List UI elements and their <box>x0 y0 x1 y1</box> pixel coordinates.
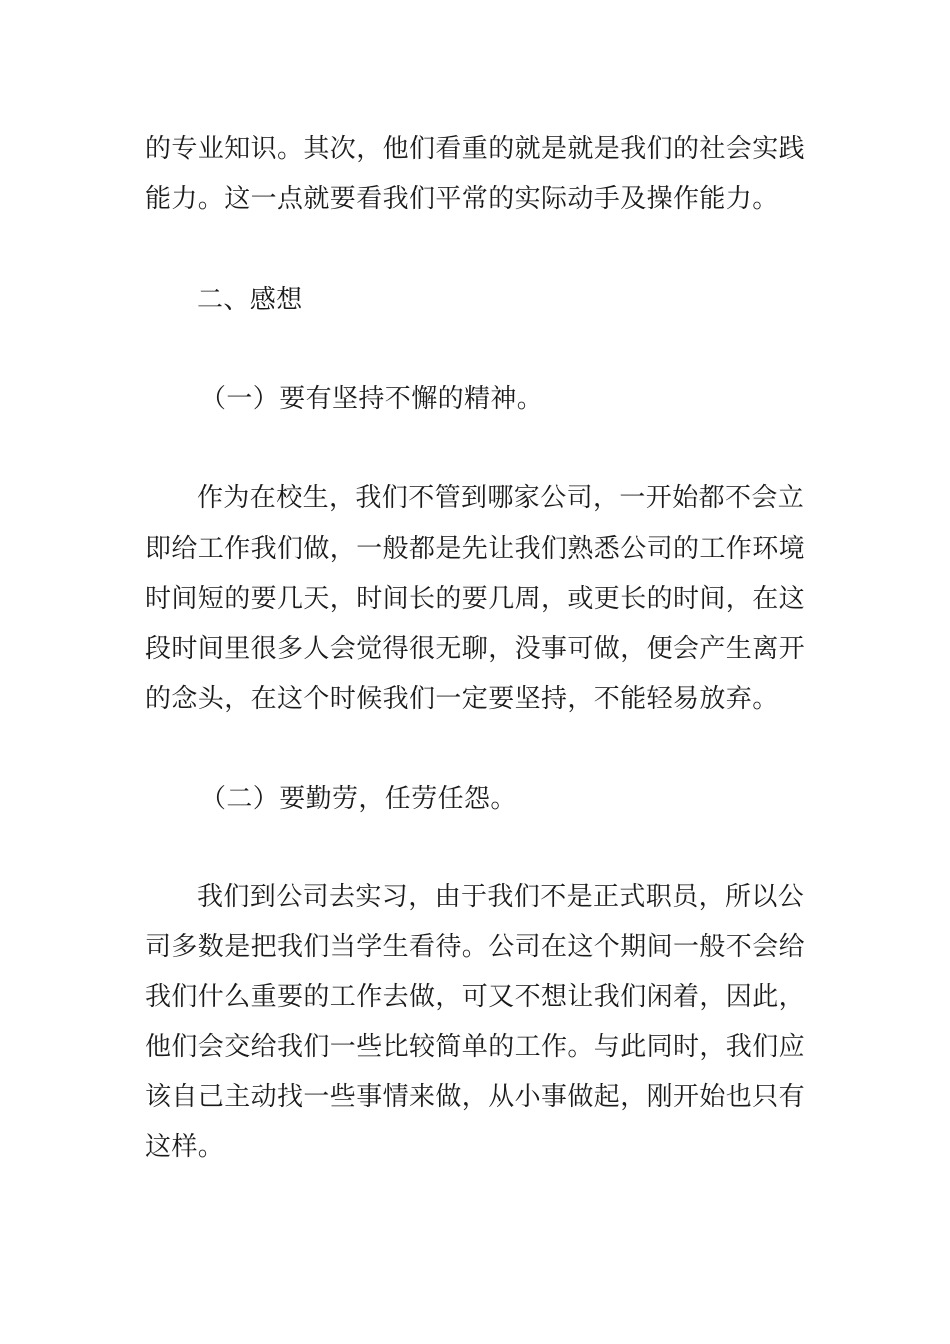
section-heading: 二、感想 <box>197 285 303 315</box>
intro-paragraph-line: 能力。这一点就要看我们平常的实际动手及操作能力。 <box>145 184 779 214</box>
paragraph-2-line: 我们到公司去实习，由于我们不是正式职员，所以公 <box>197 882 805 912</box>
paragraph-2-line: 我们什么重要的工作去做，可又不想让我们闲着，因此， <box>145 982 806 1012</box>
paragraph-2-line: 他们会交给我们一些比较简单的工作。与此同时，我们应 <box>145 1032 806 1062</box>
intro-paragraph-line: 的专业知识。其次，他们看重的就是就是我们的社会实践 <box>145 134 806 164</box>
subsection-heading-2: （二）要勤劳，任劳任怨。 <box>200 784 517 814</box>
paragraph-1-line: 作为在校生，我们不管到哪家公司，一开始都不会立 <box>197 483 805 513</box>
paragraph-1-line: 的念头，在这个时候我们一定要坚持，不能轻易放弃。 <box>145 684 779 714</box>
paragraph-2-line: 这样。 <box>145 1132 225 1162</box>
paragraph-1-line: 即给工作我们做，一般都是先让我们熟悉公司的工作环境 <box>145 534 806 564</box>
paragraph-1-line: 段时间里很多人会觉得很无聊，没事可做，便会产生离开 <box>145 634 806 664</box>
paragraph-2-line: 该自己主动找一些事情来做，从小事做起，刚开始也只有 <box>145 1082 806 1112</box>
paragraph-2-line: 司多数是把我们当学生看待。公司在这个期间一般不会给 <box>145 932 806 962</box>
paragraph-1-line: 时间短的要几天，时间长的要几周，或更长的时间，在这 <box>145 584 806 614</box>
subsection-heading-1: （一）要有坚持不懈的精神。 <box>200 384 544 414</box>
